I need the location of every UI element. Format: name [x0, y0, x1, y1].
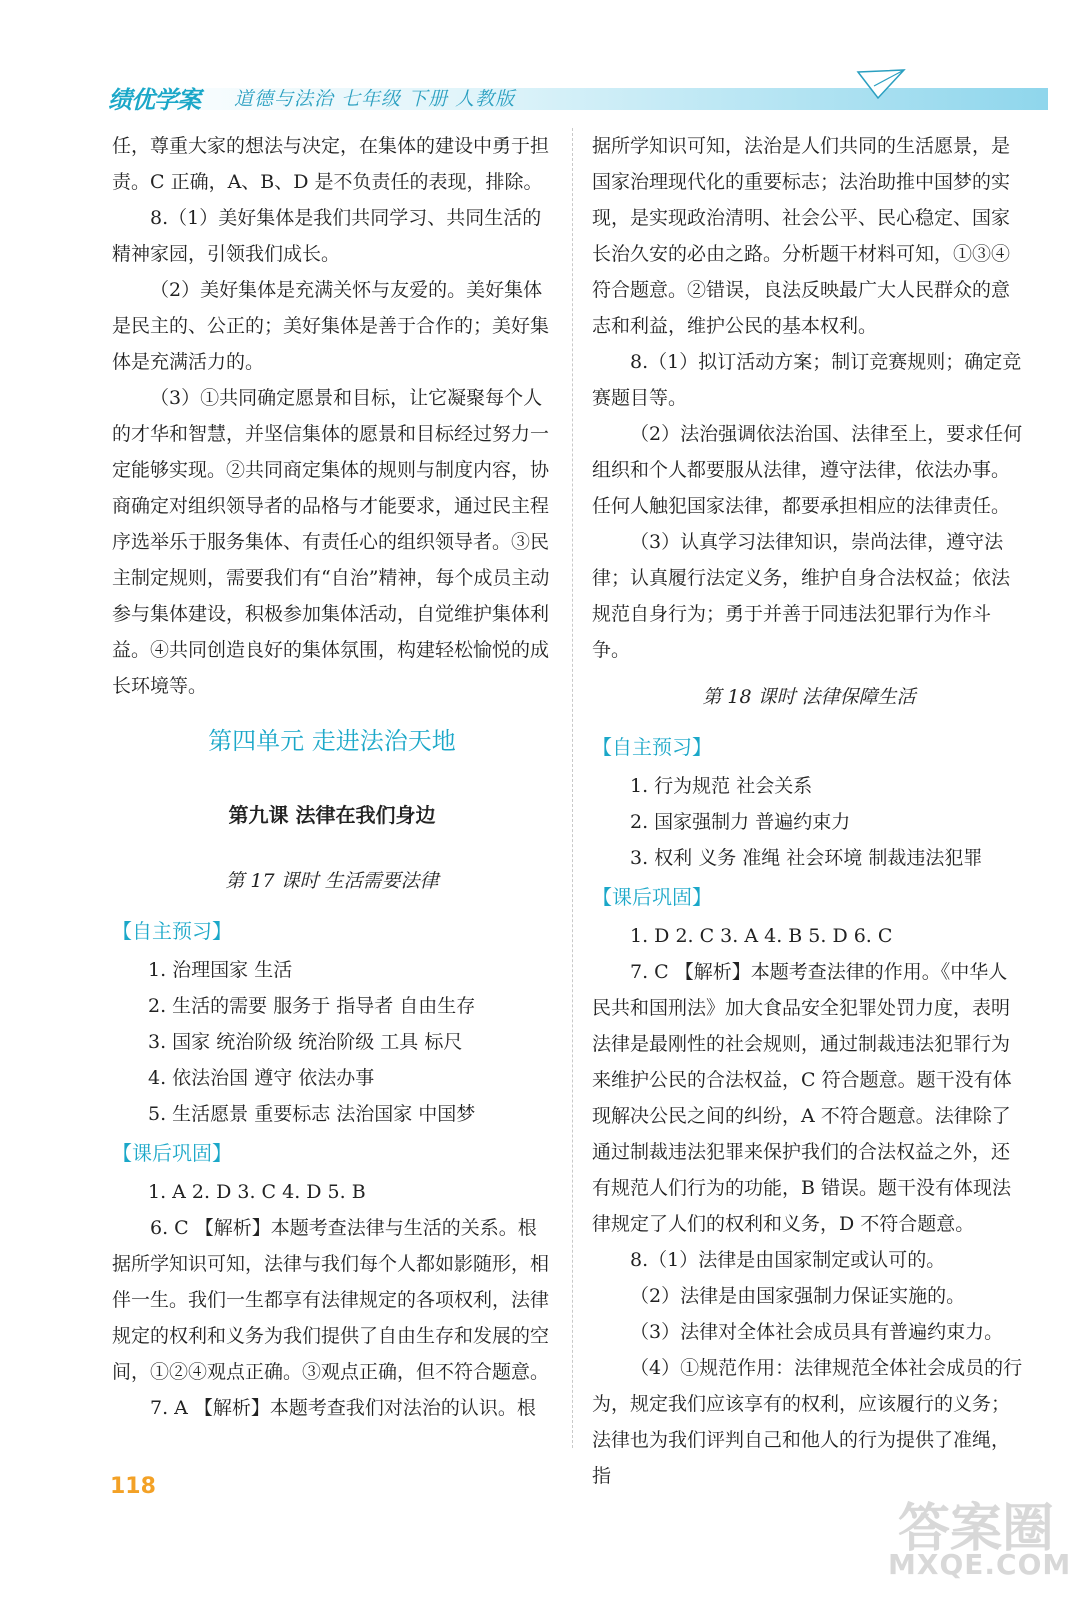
paragraph: （2）美好集体是充满关怀与友爱的。美好集体是民主的、公正的；美好集体是善于合作的；美好集体是充满活力的。 [112, 279, 550, 373]
watermark-logo [878, 1486, 1072, 1586]
section-tag: 【课后巩固】 [112, 1141, 232, 1165]
list-item: 1. 行为规范 社会关系 [630, 775, 813, 797]
list-item: 2. 生活的需要 服务于 指导者 自由生存 [148, 995, 476, 1017]
watermark-text: 答案圈 [898, 1499, 1055, 1559]
paragraph: 8.（1）美好集体是我们共同学习、共同生活的精神家园，引领我们成长。 [112, 207, 542, 265]
paragraph: 8.（1）法律是由国家制定或认可的。 [630, 1249, 946, 1271]
paragraph: （3）①共同确定愿景和目标，让它凝聚每个人的才华和智慧，并坚信集体的愿景和目标经过努力一定能够实现。②共同商定集体的规则与制度内容，协商确定对组织领导者的品格与才能要求，通过民主程序选举乐于服务集体、有责任心的组织领导者。③民主制定规则，需要我们有“自治”精神，每个成员主动参与集体建设，积极参加集体活动，自觉维护集体利益。④共同创造良好的集体氛围，构建轻松愉悦的成长环境等。 [112, 387, 550, 697]
paragraph: （3）认真学习法律知识，崇尚法律，遵守法律；认真履行法定义务，维护自身合法权益；依法规范自身行为；勇于并善于同违法犯罪行为作斗争。 [592, 531, 1011, 661]
period-title: 第 17 课时 生活需要法律 [225, 870, 439, 892]
right-column [592, 128, 1026, 1494]
book-logo: 绩优学案 [108, 86, 200, 114]
left-column [112, 128, 552, 1426]
paragraph: 据所学知识可知，法治是人们共同的生活愿景，是国家治理现代化的重要标志；法治助推中国梦的实现，是实现政治清明、社会公平、民心稳定、国家长治久安的必由之路。分析题干材料可知，①③④符合题意。②错误，良法反映最广大人民群众的意志和利益，维护公民的基本权利。 [592, 135, 1011, 337]
paragraph: （2）法治强调依法治国、法律至上，要求任何组织和个人都要服从法律，遵守法律，依法办事。任何人触犯国家法律，都要承担相应的法律责任。 [592, 423, 1023, 517]
watermark-url: MXQE.COM [888, 1548, 1072, 1581]
list-item: 3. 权利 义务 准绳 社会环境 制裁违法犯罪 [630, 847, 983, 869]
answer-line: 1. A 2. D 3. C 4. D 5. B [148, 1181, 366, 1203]
section-tag: 【课后巩固】 [592, 885, 712, 909]
list-item: 4. 依法治国 遵守 依法办事 [148, 1067, 375, 1089]
page-number: 118 [110, 1474, 156, 1499]
book-subject: 道德与法治 七年级 下册 人教版 [234, 88, 516, 110]
paragraph: （2）法律是由国家强制力保证实施的。 [630, 1285, 966, 1307]
paragraph: 7. C 【解析】本题考查法律的作用。《中华人民共和国刑法》加大食品安全犯罪处罚力度，表明法律是最刚性的社会规则，通过制裁违法犯罪行为来维护公民的合法权益，C 符合题意。题干没有体现解决公民之间的纠纷，A 不符合题意。法律除了通过制裁违法犯罪来保护我们的合法权益之外，还有规范人们行为的功能，B 错误。题干没有体现法律规定了人们的权利和义务，D 不符合题意。 [592, 961, 1012, 1235]
list-item: 1. 治理国家 生活 [148, 959, 293, 981]
period-title: 第 18 课时 法律保障生活 [702, 686, 916, 708]
paragraph: （4）①规范作用：法律规范全体社会成员的行为，规定我们应该享有的权利，应该履行的义务；法律也为我们评判自己和他人的行为提供了准绳，指 [592, 1357, 1023, 1487]
lesson-title: 第九课 法律在我们身边 [228, 803, 436, 827]
section-tag: 【自主预习】 [112, 919, 232, 943]
list-item: 3. 国家 统治阶级 统治阶级 工具 标尺 [148, 1031, 463, 1053]
section-tag: 【自主预习】 [592, 735, 712, 759]
list-item: 5. 生活愿景 重要标志 法治国家 中国梦 [148, 1103, 476, 1125]
paragraph: 任，尊重大家的想法与决定，在集体的建设中勇于担责。C 正确，A、B、D 是不负责任的表现，排除。 [112, 135, 550, 193]
column-divider [572, 128, 573, 1448]
list-item: 2. 国家强制力 普遍约束力 [630, 811, 851, 833]
paragraph: （3）法律对全体社会成员具有普遍约束力。 [630, 1321, 1004, 1343]
paragraph: 7. A 【解析】本题考查我们对法治的认识。根 [150, 1397, 536, 1419]
paragraph: 8.（1）拟订活动方案；制订竞赛规则；确定竞赛题目等。 [592, 351, 1022, 409]
answer-line: 1. D 2. C 3. A 4. B 5. D 6. C [630, 925, 893, 947]
unit-title: 第四单元 走进法治天地 [208, 727, 456, 755]
paper-plane-icon [856, 68, 906, 102]
page-header [108, 80, 1048, 112]
paragraph: 6. C 【解析】本题考查法律与生活的关系。根据所学知识可知，法律与我们每个人都如影随形，相伴一生。我们一生都享有法律规定的各项权利，法律规定的权利和义务为我们提供了自由生存和发展的空间，①②④观点正确。③观点正确，但不符合题意。 [112, 1217, 550, 1383]
